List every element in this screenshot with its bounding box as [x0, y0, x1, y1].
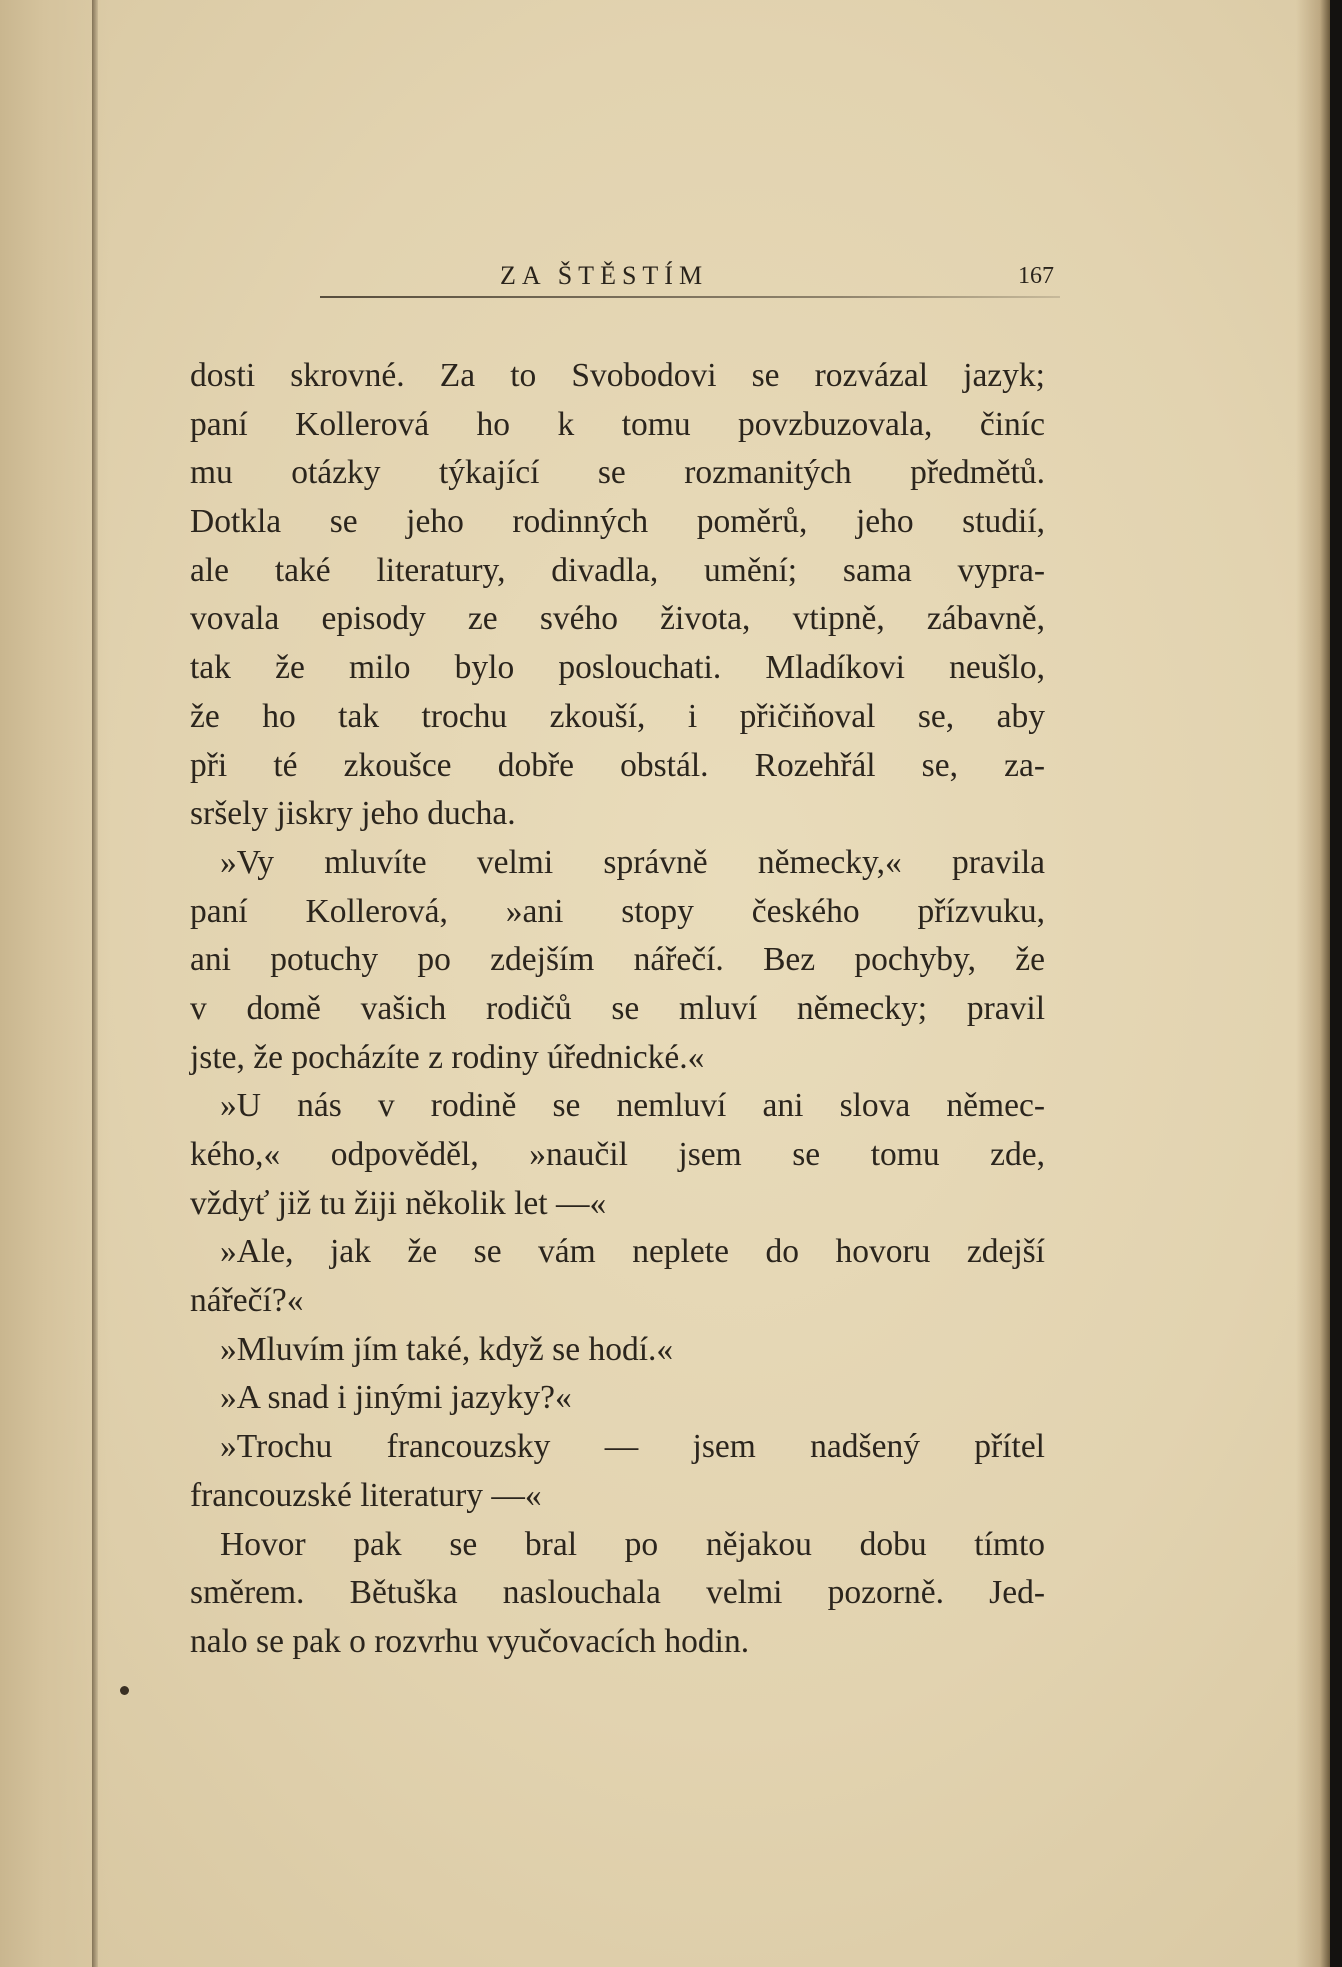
text-line: vždyť již tu žiji několik let —« — [190, 1184, 607, 1222]
page-header — [190, 253, 1060, 299]
running-title: ZA ŠTĚSTÍM — [500, 261, 709, 290]
text-line: »Mluvím jím také, když se hodí.« — [220, 1330, 674, 1368]
text-line: francouzské literatury —« — [190, 1476, 542, 1514]
header-rule — [320, 296, 1060, 298]
text-line: paní Kollerová ho k tomu povzbuzovala, činíc — [190, 405, 1045, 443]
text-line: dosti skrovné. Za to Svobodovi se rozvázal jazyk; — [190, 357, 1045, 394]
text-line: ale také literatury, divadla, umění; sama vypra- — [190, 551, 1045, 589]
page-number: 167 — [1018, 263, 1054, 289]
text-line: »U nás v rodině se nemluví ani slova němec- — [220, 1087, 1045, 1125]
text-line: ani potuchy po zdejším nářečí. Bez pochyby, že — [190, 941, 1045, 979]
text-line: vovala episody ze svého života, vtipně, zábavně, — [190, 600, 1045, 638]
text-line: sršely jiskry jeho ducha. — [190, 795, 516, 833]
text-line: směrem. Bětuška naslouchala velmi pozorně. Jed- — [190, 1574, 1045, 1612]
text-line: »Ale, jak že se vám neplete do hovoru zdejší — [220, 1233, 1045, 1271]
text-line: mu otázky týkající se rozmanitých předmětů. — [190, 454, 1045, 492]
binding-fold — [92, 0, 98, 1967]
text-line: kého,« odpověděl, »naučil jsem se tomu zde, — [190, 1136, 1045, 1173]
text-line: že ho tak trochu zkouší, i přičiňoval se, aby — [190, 697, 1045, 735]
text-line: při té zkoušce dobře obstál. Rozehřál se, za- — [190, 746, 1045, 784]
body-text — [190, 352, 1045, 1667]
text-line: nalo se pak o rozvrhu vyučovacích hodin. — [190, 1622, 750, 1660]
text-line: »A snad i jinými jazyky?« — [220, 1379, 572, 1417]
page-edge — [1296, 0, 1330, 1967]
text-line: »Vy mluvíte velmi správně německy,« pravila — [220, 843, 1045, 881]
text-line: »Trochu francouzsky — jsem nadšený přítel — [220, 1428, 1045, 1466]
text-line: Dotkla se jeho rodinných poměrů, jeho studií, — [190, 503, 1045, 541]
text-line: nářečí?« — [190, 1282, 304, 1320]
ink-speck — [120, 1686, 129, 1695]
text-line: tak že milo bylo poslouchati. Mladíkovi neušlo, — [190, 649, 1045, 687]
text-line: v domě vašich rodičů se mluví německy; pravil — [190, 989, 1045, 1027]
text-line: jste, že pocházíte z rodiny úřednické.« — [190, 1038, 705, 1076]
text-line: paní Kollerová, »ani stopy českého přízvuku, — [190, 892, 1045, 930]
text-line: Hovor pak se bral po nějakou dobu tímto — [220, 1525, 1045, 1563]
